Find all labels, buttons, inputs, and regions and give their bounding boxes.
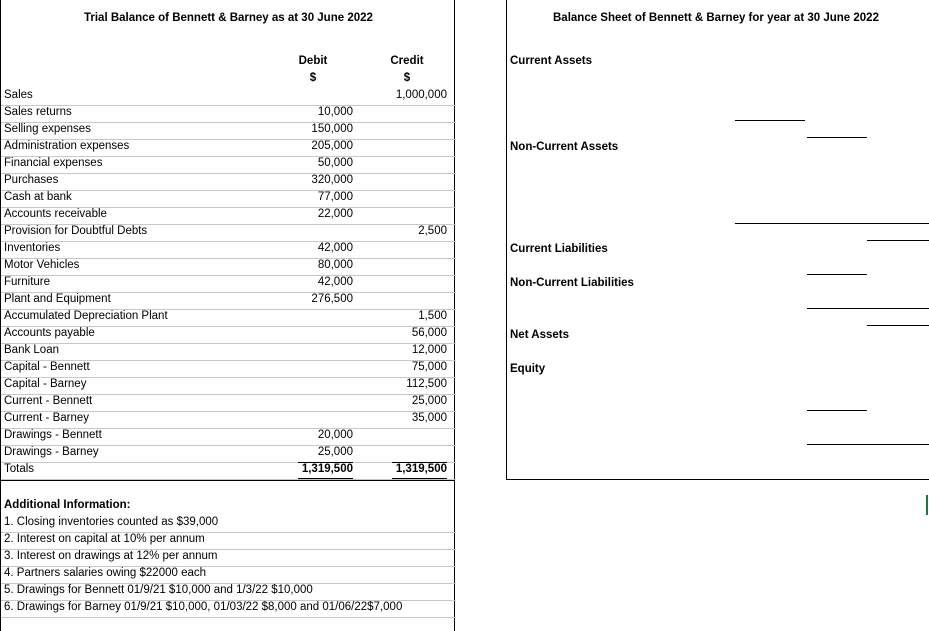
credit-header: Credit xyxy=(390,55,424,67)
row-label: Provision for Doubtful Debts xyxy=(4,225,148,237)
row-label: Selling expenses xyxy=(4,123,91,135)
totals-top-border xyxy=(392,462,447,463)
bs-underline xyxy=(807,444,929,445)
bs-underline xyxy=(807,274,867,275)
row-label: Drawings - Bennett xyxy=(4,429,102,441)
bs-underline xyxy=(735,120,805,121)
totals-bottom-border xyxy=(298,478,353,479)
credit-value: 1,000,000 xyxy=(395,89,447,101)
info-item: 2. Interest on capital at 10% per annum xyxy=(4,533,205,545)
equity-heading: Equity xyxy=(510,363,546,375)
debit-value: 205,000 xyxy=(311,140,353,152)
info-item: 4. Partners salaries owing $22000 each xyxy=(4,567,207,579)
row-label: Cash at bank xyxy=(4,191,72,203)
credit-currency: $ xyxy=(403,72,411,84)
row-label: Accumulated Depreciation Plant xyxy=(4,310,168,322)
info-item: 6. Drawings for Barney 01/9/21 $10,000, 01/03/22 $8,000 and 01/06/22$7,000 xyxy=(4,601,403,613)
current-assets-heading: Current Assets xyxy=(510,55,593,67)
credit-value: 75,000 xyxy=(411,361,447,373)
totals-top-border xyxy=(298,462,353,463)
credit-value: 1,319,500 xyxy=(395,463,447,475)
debit-value: 276,500 xyxy=(311,293,353,305)
row-label: Plant and Equipment xyxy=(4,293,111,305)
info-item: 3. Interest on drawings at 12% per annum xyxy=(4,550,218,562)
net-assets-heading: Net Assets xyxy=(510,329,570,341)
totals-bottom-border xyxy=(392,478,447,479)
credit-value: 25,000 xyxy=(411,395,447,407)
info-item: 1. Closing inventories counted as $39,000 xyxy=(4,516,219,528)
row-label: Accounts payable xyxy=(4,327,95,339)
credit-value: 56,000 xyxy=(411,327,447,339)
debit-value: 22,000 xyxy=(317,208,353,220)
row-label: Sales returns xyxy=(4,106,72,118)
non-current-assets-heading: Non-Current Assets xyxy=(510,141,619,153)
row-label: Drawings - Barney xyxy=(4,446,99,458)
bs-underline xyxy=(735,223,929,224)
non-current-liabilities-heading: Non-Current Liabilities xyxy=(510,277,634,289)
row-label: Capital - Bennett xyxy=(4,361,90,373)
row-label: Financial expenses xyxy=(4,157,103,169)
row-gridline xyxy=(1,173,456,174)
bs-underline xyxy=(807,137,867,138)
debit-value: 1,319,500 xyxy=(301,463,353,475)
debit-value: 77,000 xyxy=(317,191,353,203)
debit-value: 320,000 xyxy=(311,174,353,186)
credit-value: 1,500 xyxy=(418,310,447,322)
current-liabilities-heading: Current Liabilities xyxy=(510,243,608,255)
row-gridline xyxy=(1,617,456,618)
row-gridline xyxy=(1,275,456,276)
additional-info-heading: Additional Information: xyxy=(4,499,131,511)
row-gridline xyxy=(1,479,456,480)
debit-value: 42,000 xyxy=(317,276,353,288)
row-label: Sales xyxy=(4,89,33,101)
row-label: Totals xyxy=(4,463,35,475)
row-label: Capital - Barney xyxy=(4,378,87,390)
row-label: Current - Bennett xyxy=(4,395,93,407)
debit-header: Debit xyxy=(298,55,328,67)
row-label: Current - Barney xyxy=(4,412,90,424)
row-label: Motor Vehicles xyxy=(4,259,80,271)
row-label: Furniture xyxy=(4,276,51,288)
balance-sheet-box xyxy=(506,0,929,480)
credit-value: 112,500 xyxy=(406,378,447,390)
credit-value: 35,000 xyxy=(411,412,447,424)
debit-value: 80,000 xyxy=(317,259,353,271)
row-label: Administration expenses xyxy=(4,140,130,152)
row-label: Purchases xyxy=(4,174,59,186)
credit-value: 12,000 xyxy=(411,344,447,356)
row-label: Accounts receivable xyxy=(4,208,107,220)
trial-balance-title: Trial Balance of Bennett & Barney as at 30 June 2022 xyxy=(84,12,373,24)
credit-value: 2,500 xyxy=(418,225,447,237)
bs-underline xyxy=(807,308,929,309)
row-gridline xyxy=(1,241,456,242)
bs-underline xyxy=(867,240,929,241)
bs-underline xyxy=(867,325,929,326)
debit-value: 20,000 xyxy=(317,429,353,441)
debit-value: 25,000 xyxy=(317,446,353,458)
debit-value: 42,000 xyxy=(317,242,353,254)
debit-value: 150,000 xyxy=(311,123,353,135)
row-label: Bank Loan xyxy=(4,344,59,356)
debit-currency: $ xyxy=(309,72,317,84)
debit-value: 10,000 xyxy=(317,106,353,118)
additional-info-separator xyxy=(1,480,454,481)
cell-cursor[interactable] xyxy=(926,495,928,515)
bs-underline xyxy=(807,410,867,411)
debit-value: 50,000 xyxy=(317,157,353,169)
row-label: Inventories xyxy=(4,242,61,254)
info-item: 5. Drawings for Bennett 01/9/21 $10,000 and 1/3/22 $10,000 xyxy=(4,584,313,596)
balance-sheet-title: Balance Sheet of Bennett & Barney for year at 30 June 2022 xyxy=(553,12,879,24)
